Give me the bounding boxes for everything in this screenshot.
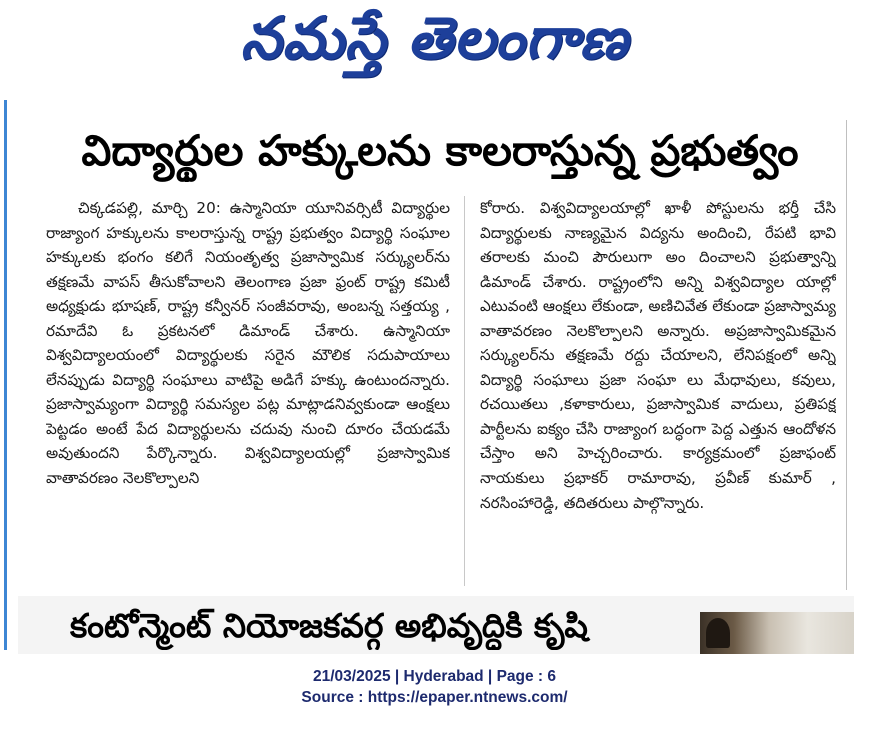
article-body-left: చిక్కడపల్లి, మార్చి 20: ఉస్మానియా యూనివర్సిటీ విద్యార్థుల రాజ్యాంగ హక్కులను కాలరాస్తున్న రాష్ట్ర ప్రభుత్వం విద్యార్థి సంఘాల హక్కులకు భంగం కలిగే నియంతృత్వ ప్రజాస్వామిక సర్క్యులర్‌ను తక్షణమే వాపస్ తీసుకోవాలని తెలంగాణ ప్రజా ఫ్రంట్ రాష్ట్ర కమిటీ అధ్యక్షుడు భూషణ్, రాష్ట్ర కన్వీనర్ సంజీవరావు, అంబన్న సత్తయ్య , రమాదేవి ఓ ప్రకటనలో డిమాండ్ చేశారు. ఉస్మానియా విశ్వవిద్యాలయంలో విద్యార్థులకు సరైన మౌలిక సదుపాయాలు లేనప్పుడు విద్యార్థి సంఘాలు వాటిపై అడిగే హక్కు ఉంటుందన్నారు. ప్రజాస్వామ్యంగా విద్యార్థి సమస్యల పట్ల మాట్లాడనివ్వకుండా ఆంక్షలు పెట్టడం అంటే పేద విద్యార్థులను చదువు నుంచి దూరం చేయడమే అవుతుందని పేర్కొన్నారు. విశ్వవిద్యాలయల్లో ప్రజాస్వామిక వాతావరణం నెలకొల్పాలని [46, 199, 450, 488]
article-headline: విద్యార్థుల హక్కులను కాలరాస్తున్న ప్రభుత్వం [81, 126, 799, 175]
article-column-left [46, 196, 450, 588]
article-body-right: కోరారు. విశ్వవిద్యాలయాల్లో ఖాళీ పోస్టులను భర్తీ చేసి విద్యార్థులకు నాణ్యమైన విద్యను అందించి, రేపటి భావి తరాలకు మంచి పౌరులుగా అం దించాలని ప్రభుత్వాన్ని డిమాండ్ చేశారు. రాష్ట్రంలోని అన్ని విశ్వవిద్యాల యాల్లో ఎటువంటి ఆంక్షలు లేకుండా, అణిచివేత లేకుండా ప్రజాస్వామ్య వాతావరణం నెలకొల్పాలని అన్నారు. అప్రజాస్వామికమైన సర్క్యులర్‌ను తక్షణమే రద్దు చేయాలని, లేనిపక్షంలో అన్ని విద్యార్థి సంఘాలు ప్రజా సంఘా లు మేధావులు, కవులు, రచయితలు ,కళాకారులు, ప్రజాస్వామిక వాదులు, ప్రతిపక్ష పార్టీలను ఐక్యం చేసి రాజ్యాంగ బద్ధంగా పెద్ద ఎత్తున ఆందోళన చేస్తాం అని హెచ్చరించారు. కార్యక్రమంలో ప్రజాఫంట్ నాయకులు ప్రభాకర్ రామారావు, ప్రవీణ్ కుమార్ , నరసింహారెడ్డి, తదితరులు పాల్గొన్నారు. [480, 199, 836, 512]
footer-source-line: Source : https://epaper.ntnews.com/ [301, 689, 568, 706]
next-article-headline: కంటోన్మెంట్ నియోజకవర్గ అభివృద్ధికి కృషి [70, 606, 588, 645]
left-margin-line [4, 100, 7, 650]
article-column-right [480, 196, 836, 588]
page-footer [0, 666, 869, 708]
masthead-logo-text: నమస్తే తెలంగాణ [240, 3, 629, 72]
masthead [0, 0, 869, 90]
next-article-photo [700, 612, 854, 654]
footer-date-line: 21/03/2025 | Hyderabad | Page : 6 [312, 668, 557, 685]
column-divider [464, 196, 465, 586]
column-rule [846, 120, 847, 590]
